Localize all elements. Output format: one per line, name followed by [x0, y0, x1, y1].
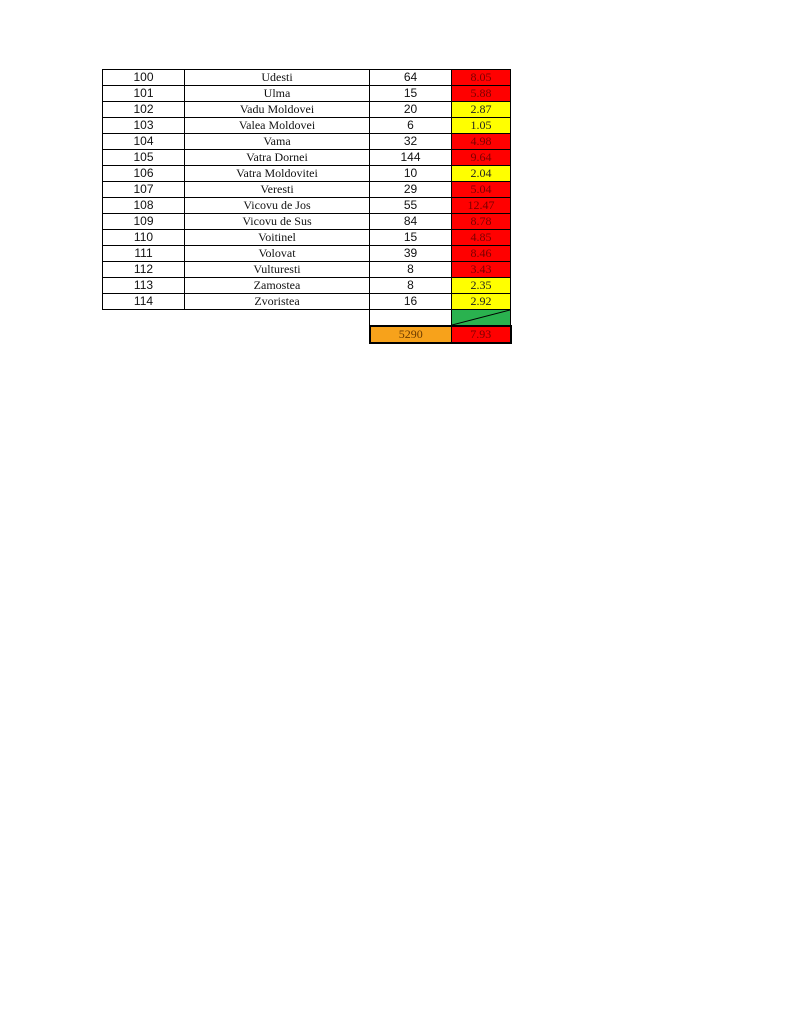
table-row	[103, 262, 511, 278]
row-index-cell: 114	[103, 294, 185, 310]
table-row	[103, 198, 511, 214]
table-row	[103, 246, 511, 262]
count-cell: 64	[370, 70, 452, 86]
empty-cell	[103, 310, 185, 327]
table-row	[103, 166, 511, 182]
table-row	[103, 70, 511, 86]
total-count-cell: 5290	[370, 326, 452, 343]
locality-name-cell: Ulma	[185, 86, 370, 102]
table-row	[103, 230, 511, 246]
value-cell: 3.43	[452, 262, 511, 278]
count-cell: 84	[370, 214, 452, 230]
count-cell: 39	[370, 246, 452, 262]
diagonal-line-icon	[452, 310, 510, 325]
locality-name-cell: Vicovu de Jos	[185, 198, 370, 214]
count-cell: 6	[370, 118, 452, 134]
row-index-cell: 107	[103, 182, 185, 198]
value-cell: 5.04	[452, 182, 511, 198]
value-cell: 4.98	[452, 134, 511, 150]
count-cell: 15	[370, 230, 452, 246]
spreadsheet-page	[102, 69, 512, 344]
row-index-cell: 105	[103, 150, 185, 166]
locality-name-cell: Udesti	[185, 70, 370, 86]
value-cell: 2.87	[452, 102, 511, 118]
locality-name-cell: Vatra Moldovitei	[185, 166, 370, 182]
locality-name-cell: Veresti	[185, 182, 370, 198]
empty-cell	[103, 326, 185, 343]
locality-name-cell: Volovat	[185, 246, 370, 262]
locality-name-cell: Vama	[185, 134, 370, 150]
green-legend-cell	[452, 310, 511, 327]
total-value-cell: 7.93	[452, 326, 511, 343]
totals-row	[103, 326, 511, 343]
value-cell: 12.47	[452, 198, 511, 214]
value-cell: 2.04	[452, 166, 511, 182]
row-index-cell: 108	[103, 198, 185, 214]
value-cell: 2.92	[452, 294, 511, 310]
count-cell: 32	[370, 134, 452, 150]
value-cell: 2.35	[452, 278, 511, 294]
table-row	[103, 134, 511, 150]
value-cell: 8.46	[452, 246, 511, 262]
empty-legend-row	[103, 310, 511, 327]
empty-cell	[185, 326, 370, 343]
row-index-cell: 111	[103, 246, 185, 262]
row-index-cell: 109	[103, 214, 185, 230]
count-cell: 8	[370, 278, 452, 294]
table-row	[103, 102, 511, 118]
empty-cell	[185, 310, 370, 327]
count-cell: 16	[370, 294, 452, 310]
localities-table	[102, 69, 512, 344]
count-cell: 20	[370, 102, 452, 118]
row-index-cell: 103	[103, 118, 185, 134]
value-cell: 8.05	[452, 70, 511, 86]
row-index-cell: 106	[103, 166, 185, 182]
value-cell: 4.85	[452, 230, 511, 246]
locality-name-cell: Vadu Moldovei	[185, 102, 370, 118]
locality-name-cell: Valea Moldovei	[185, 118, 370, 134]
locality-name-cell: Vicovu de Sus	[185, 214, 370, 230]
count-cell: 10	[370, 166, 452, 182]
table-body	[103, 70, 511, 344]
table-row	[103, 214, 511, 230]
table-row	[103, 278, 511, 294]
locality-name-cell: Voitinel	[185, 230, 370, 246]
count-cell: 55	[370, 198, 452, 214]
locality-name-cell: Zvoristea	[185, 294, 370, 310]
table-row	[103, 118, 511, 134]
table-row	[103, 182, 511, 198]
count-cell: 29	[370, 182, 452, 198]
table-row	[103, 86, 511, 102]
row-index-cell: 113	[103, 278, 185, 294]
value-cell: 1.05	[452, 118, 511, 134]
locality-name-cell: Vulturesti	[185, 262, 370, 278]
count-cell: 144	[370, 150, 452, 166]
empty-count-cell	[370, 310, 452, 327]
locality-name-cell: Vatra Dornei	[185, 150, 370, 166]
count-cell: 15	[370, 86, 452, 102]
count-cell: 8	[370, 262, 452, 278]
value-cell: 8.78	[452, 214, 511, 230]
row-index-cell: 104	[103, 134, 185, 150]
row-index-cell: 100	[103, 70, 185, 86]
table-row	[103, 294, 511, 310]
row-index-cell: 110	[103, 230, 185, 246]
row-index-cell: 112	[103, 262, 185, 278]
table-row	[103, 150, 511, 166]
value-cell: 9.64	[452, 150, 511, 166]
row-index-cell: 102	[103, 102, 185, 118]
row-index-cell: 101	[103, 86, 185, 102]
value-cell: 5.88	[452, 86, 511, 102]
locality-name-cell: Zamostea	[185, 278, 370, 294]
